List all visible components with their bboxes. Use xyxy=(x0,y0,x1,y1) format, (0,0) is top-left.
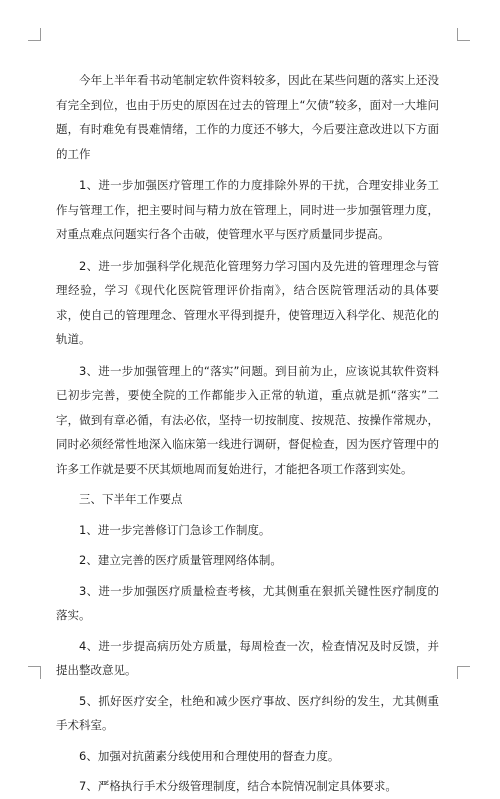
document-body xyxy=(56,68,439,799)
plan-item-1: 1、进一步完善修订门急诊工作制度。 xyxy=(79,522,271,537)
plan-item-3: 3、进一步加强医疗质量检查考核，尤其侧重在狠抓关键性医疗制度的落实。 xyxy=(56,583,439,622)
crop-mark-bottom-right xyxy=(457,666,470,679)
paragraph-item-3: 3、进一步加强管理上的“落实”问题。到目前为止，应该说其软件资料已初步完善，要使全院的工作都能步入正常的轨道，重点就是抓“落实”二字，做到有章必循，有法必依，坚持一切按制度、按规范、按操作常规办，同时必须经常性地深入临床第一线进行调研，督促检查，因为医疗管理中的许多工作就是要不厌其烦地周而复始进行，才能把各项工作落到实处。 xyxy=(56,363,439,476)
paragraph-item-1: 1、进一步加强医疗管理工作的力度排除外界的干扰，合理安排业务工作与管理工作，把主要时间与精力放在管理上，同时进一步加强管理力度，对重点难点问题实行各个击破，使管理水平与医疗质量同步提高。 xyxy=(56,178,439,241)
crop-mark-bottom-left xyxy=(28,666,41,679)
paragraph-intro: 今年上半年看书动笔制定软件资料较多，因此在某些问题的落实上还没有完全到位，也由于历史的原因在过去的管理上“欠债”较多，面对一大堆问题，有时难免有畏难情绪，工作的力度还不够大，今后要注意改进以下方面的工作 xyxy=(56,73,439,161)
plan-item-4: 4、进一步提高病历处方质量，每周检查一次，检查情况及时反馈，并提出整改意见。 xyxy=(56,638,439,677)
paragraph-item-2: 2、进一步加强科学化规范化管理努力学习国内及先进的管理理念与管理经验，学习《现代化医院管理评价指南》，结合医院管理活动的具体要求，使自己的管理理念、管理水平得到提升，使管理迈入科学化、规范化的轨道。 xyxy=(56,258,439,346)
plan-item-7: 7、严格执行手术分级管理制度，结合本院情况制定具体要求。 xyxy=(79,779,397,793)
crop-mark-top-left xyxy=(28,28,41,41)
section-heading: 三、下半年工作要点 xyxy=(79,492,183,506)
plan-item-5: 5、抓好医疗安全，杜绝和减少医疗事故、医疗纠纷的发生，尤其侧重手术科室。 xyxy=(56,693,439,732)
crop-mark-top-right xyxy=(457,28,470,41)
plan-item-2: 2、建立完善的医疗质量管理网络体制。 xyxy=(79,553,282,567)
plan-item-6: 6、加强对抗菌素分线使用和合理使用的督查力度。 xyxy=(79,748,340,763)
